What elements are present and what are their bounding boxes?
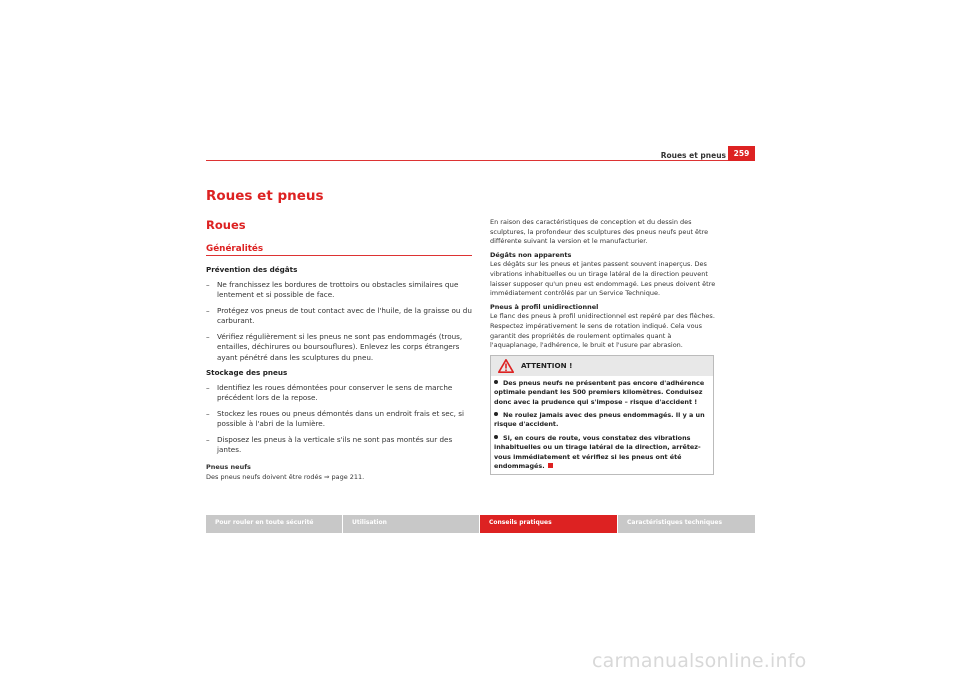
subsection-rule	[206, 255, 472, 256]
warning-box	[490, 355, 714, 476]
footer-tab-operation[interactable]: Utilisation	[343, 515, 479, 533]
chapter-title: Roues et pneus	[206, 188, 324, 204]
end-of-section-icon	[548, 463, 553, 468]
section-title: Roues	[206, 218, 246, 232]
new-tires-heading: Pneus neufs	[206, 462, 251, 471]
hidden-damage-text: Les dégâts sur les pneus et jantes passent souvent inaperçus. Des vibrations inhabituelles ou un tirage latéral de la direction peuvent laisser supposer qu'un pneu est endommagé. Les pneus doivent être immédiatement contrôlés par un Service Technique.	[490, 260, 716, 298]
unidirectional-text: Le flanc des pneus à profil unidirectionnel est repéré par des flèches. Respectez impérativement le sens de rotation indiqué. Cela vous garantit des propriétés de roulement optimales quant à l'aquaplanage, l'adhérence, le bruit et l'usure par abrasion.	[490, 312, 715, 350]
list-item: – Stockez les roues ou pneus démontés dans un endroit frais et sec, si possible à l'abri de la lumière.	[206, 408, 464, 428]
hidden-damage-heading: Dégâts non apparents	[490, 250, 572, 259]
footer-tab-technical-data[interactable]: Caractéristiques techniques	[618, 515, 755, 533]
unidirectional-heading: Pneus à profil unidirectionnel	[490, 302, 599, 311]
bullet-icon	[494, 412, 498, 416]
list-item: – Protégez vos pneus de tout contact avec de l'huile, de la graisse ou du carburant.	[206, 305, 472, 325]
tire-storage-heading: Stockage des pneus	[206, 368, 288, 377]
warning-item: Ne roulez jamais avec des pneus endommagés. Il y a un risque d'accident.	[494, 410, 705, 429]
intro-paragraph: En raison des caractéristiques de conception et du dessin des sculptures, la profondeur des sculptures des pneus neufs peut être différente suivant la version et le manufacturier.	[490, 218, 709, 246]
list-item: – Vérifiez régulièrement si les pneus ne sont pas endommagés (trous, entailles, déchirures ou boursouflures). Enlevez les corps étrangers ayant pénétré dans les sculptures du pneu.	[206, 331, 463, 362]
footer-tab-practical-tips[interactable]: Conseils pratiques	[480, 515, 617, 533]
damage-prevention-heading: Prévention des dégâts	[206, 265, 298, 274]
warning-header	[491, 356, 713, 376]
subsection-title: Généralités	[206, 244, 264, 254]
list-item: – Identifiez les roues démontées pour conserver le sens de marche précédent lors de la repose.	[206, 382, 453, 402]
page-number: 259	[728, 146, 755, 161]
footer-tab-safety[interactable]: Pour rouler en toute sécurité	[206, 515, 342, 533]
header-rule	[206, 160, 755, 161]
warning-title: ATTENTION !	[521, 360, 573, 370]
bullet-icon	[494, 435, 498, 439]
warning-triangle-icon	[498, 359, 514, 373]
right-column	[490, 218, 716, 475]
watermark: carmanualsonline.info	[592, 650, 807, 672]
warning-item: Si, en cours de route, vous constatez des vibrations inhabituelles ou un tirage latéral de la direction, arrêtez-vous immédiatement et vérifiez si les pneus ont été endommagés.	[494, 433, 701, 470]
left-column	[206, 265, 474, 483]
warning-body	[491, 376, 713, 475]
list-item: – Disposez les pneus à la verticale s'ils ne sont pas montés sur des jantes.	[206, 434, 453, 454]
running-title: Roues et pneus	[660, 151, 726, 160]
bullet-icon	[494, 380, 498, 384]
warning-item: Des pneus neufs ne présentent pas encore d'adhérence optimale pendant les 500 premiers kilomètres. Conduisez donc avec la prudence qui s'impose – risque d'accident !	[494, 378, 705, 406]
list-item: – Ne franchissez les bordures de trottoirs ou obstacles similaires que lentement et si possible de face.	[206, 279, 459, 299]
new-tires-text[interactable]: Des pneus neufs doivent être rodés ⇒ page 211.	[206, 473, 365, 481]
